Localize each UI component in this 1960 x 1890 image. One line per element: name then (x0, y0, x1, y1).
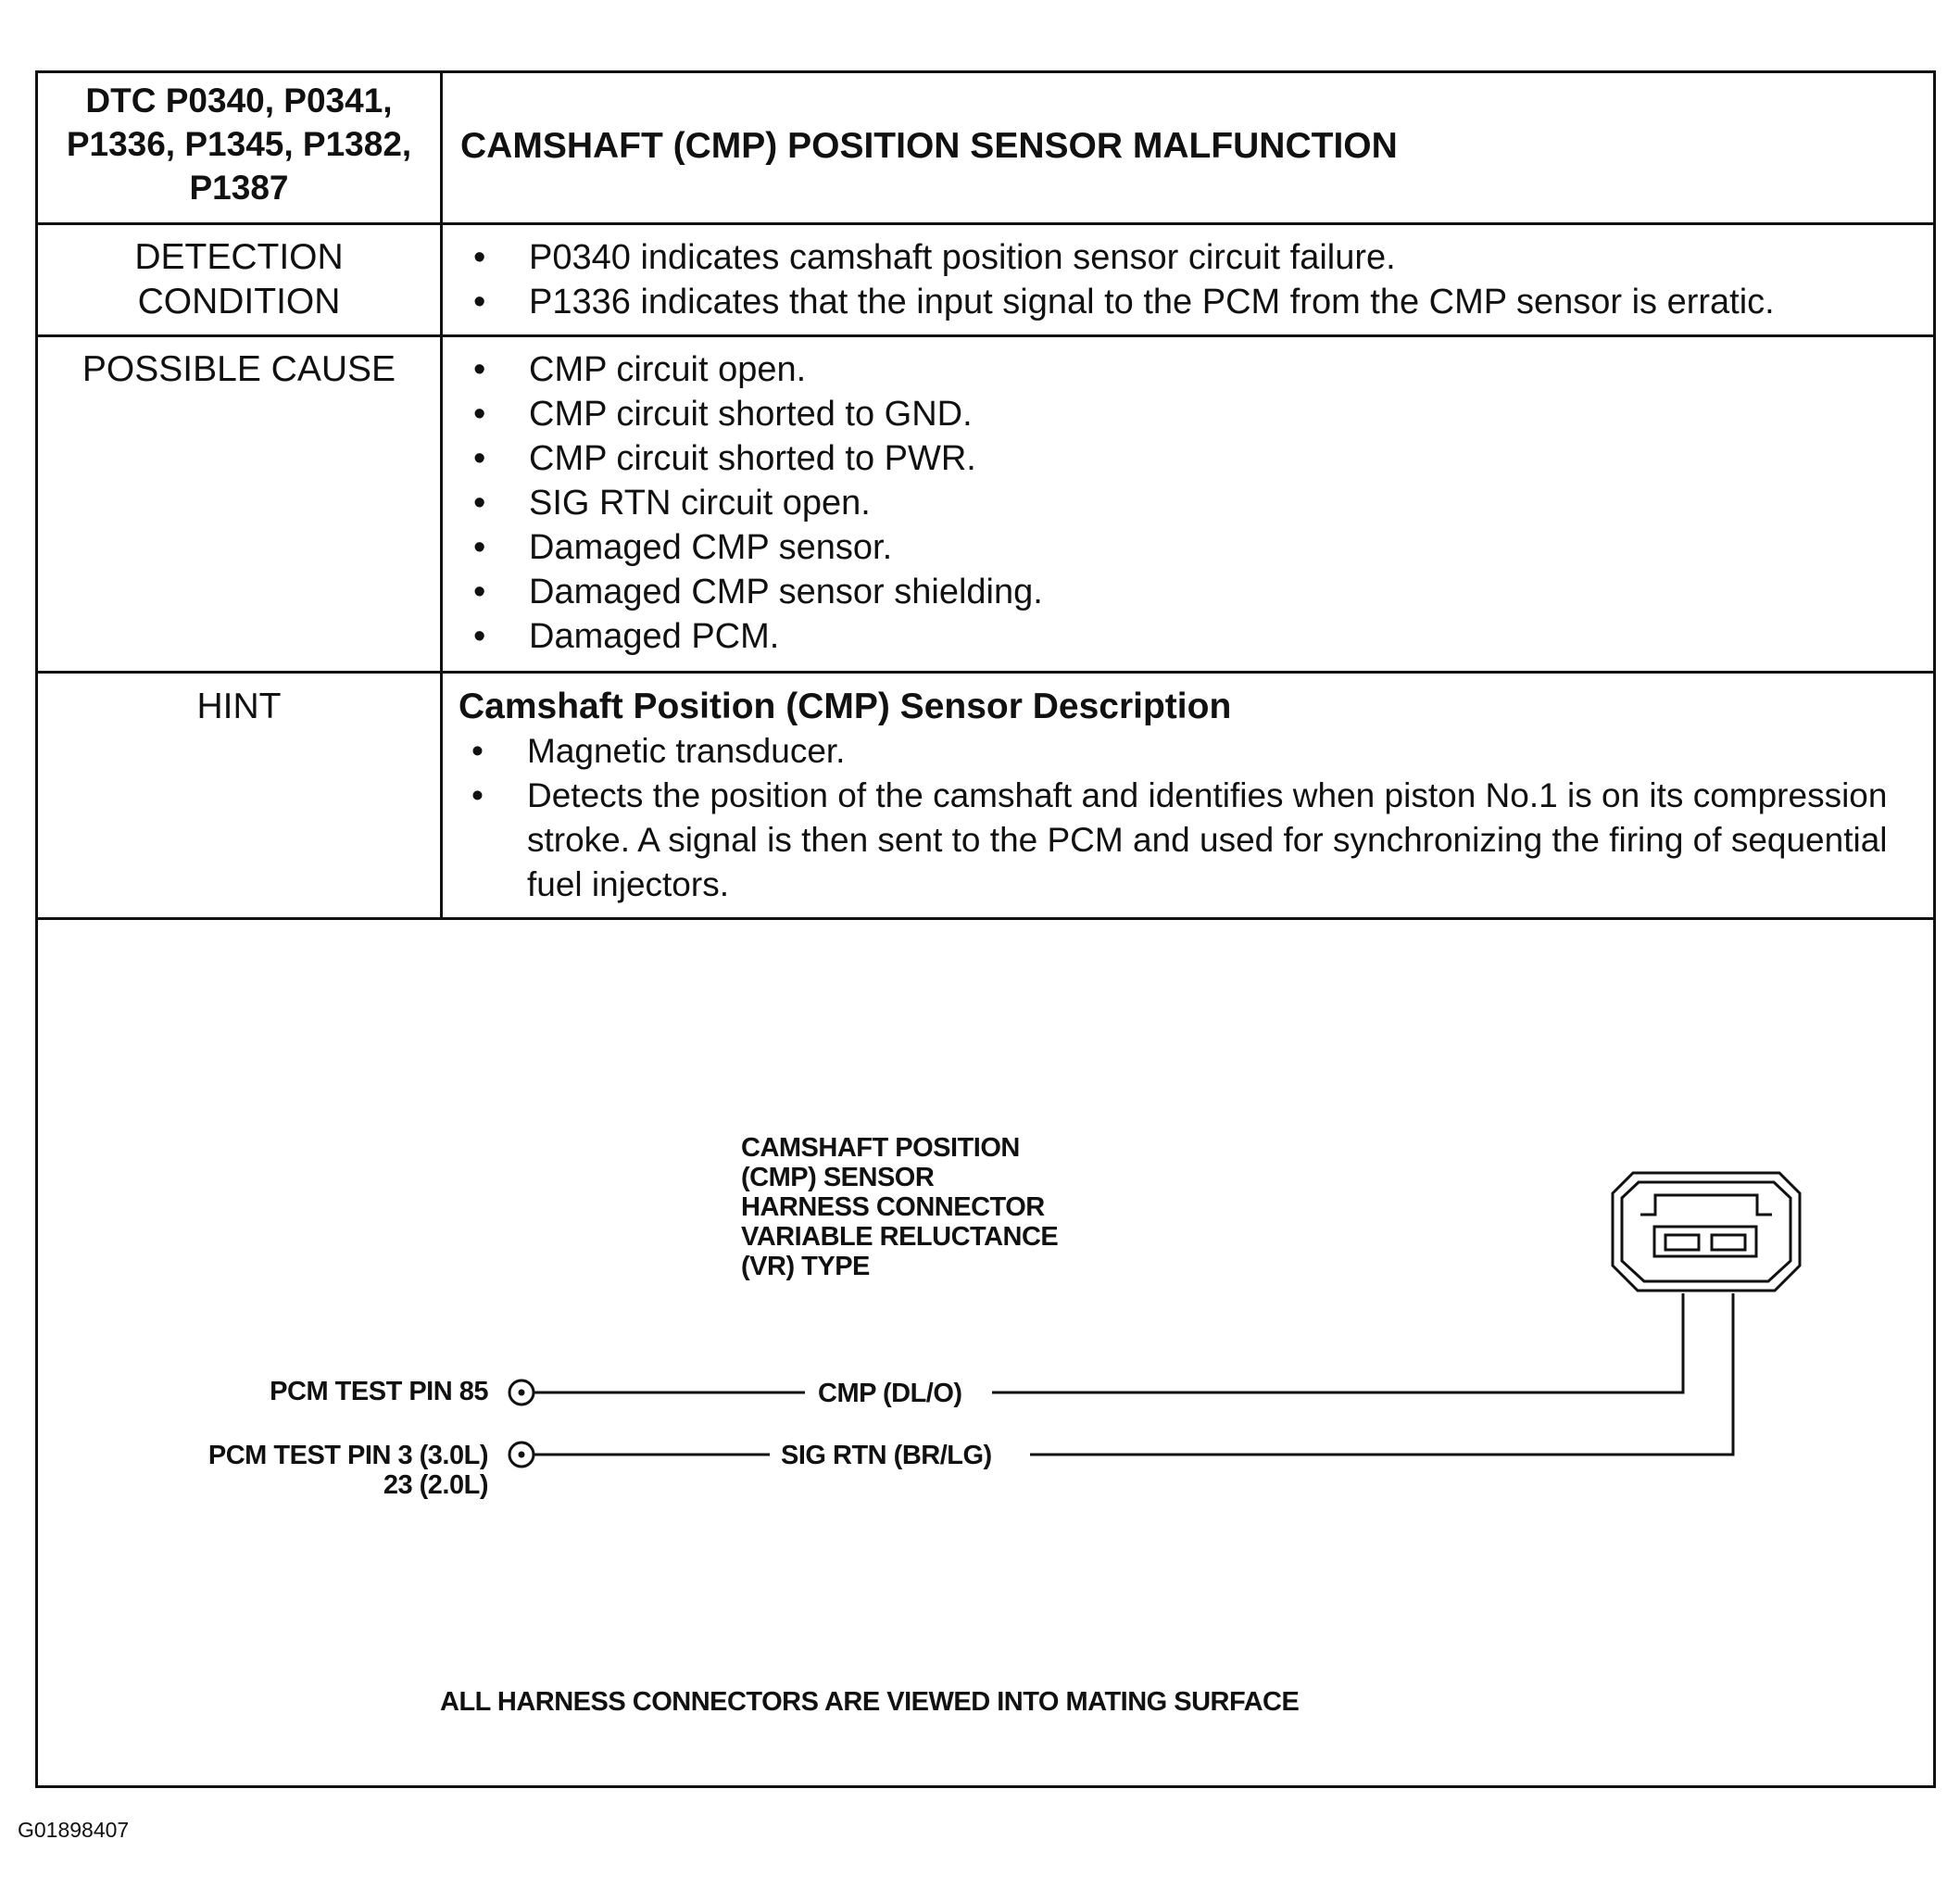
pin-label-line: 23 (2.0L) (383, 1470, 488, 1500)
row-divider (38, 671, 1933, 674)
figure-id: G01898407 (18, 1818, 130, 1842)
connector-pin-2-icon (1712, 1235, 1745, 1250)
connector-key-icon (1640, 1195, 1772, 1215)
dtc-codes-cell (38, 79, 440, 209)
hint-label (38, 685, 440, 729)
possible-cause-label (38, 347, 440, 392)
page-title: CAMSHAFT (CMP) POSITION SENSOR MALFUNCTION (460, 126, 1398, 166)
connector-housing-icon (1613, 1173, 1800, 1291)
label-line: DETECTION (134, 237, 344, 277)
list-item: • Damaged CMP sensor. (460, 525, 1924, 570)
hint-list (459, 729, 1926, 907)
list-item: • P0340 indicates camshaft position sensor circuit failure. (460, 235, 1924, 280)
test-pin-85-dot-icon (519, 1390, 525, 1396)
pin-label-line: PCM TEST PIN 3 (3.0L) (207, 1441, 488, 1470)
connector-label-line: (CMP) SENSOR (741, 1163, 935, 1192)
connector-inner-outline-icon (1622, 1182, 1790, 1281)
connector-label-line: HARNESS CONNECTOR (741, 1192, 1045, 1222)
list-item: • CMP circuit shorted to PWR. (460, 436, 1924, 481)
row-divider (38, 222, 1933, 225)
pcm-test-pin-85-label: PCM TEST PIN 85 (270, 1377, 488, 1406)
list-item: • Magnetic transducer. (459, 729, 1926, 774)
test-pin-3-dot-icon (519, 1452, 525, 1458)
hint-heading: Camshaft Position (CMP) Sensor Description (459, 687, 1232, 726)
detection-condition-label (38, 235, 440, 324)
list-item: • SIG RTN circuit open. (460, 481, 1924, 525)
list-item: • CMP circuit shorted to GND. (460, 392, 1924, 436)
connector-label-line: CAMSHAFT POSITION (741, 1133, 1020, 1163)
dtc-codes-line: P1387 (189, 169, 289, 207)
hint-cell (459, 685, 1926, 907)
sig-rtn-wire-label: SIG RTN (BR/LG) (781, 1441, 992, 1470)
connector-label-line: (VR) TYPE (741, 1252, 870, 1281)
label-line: POSSIBLE CAUSE (82, 349, 396, 389)
row-divider (38, 334, 1933, 337)
list-item: • Detects the position of the camshaft and identifies when piston No.1 is on its compression stroke. A signal is then sent to the PCM and used for synchronizing the firing of sequential fuel injectors. (459, 774, 1926, 907)
label-line: CONDITION (137, 282, 341, 321)
list-item: • CMP circuit open. (460, 347, 1924, 392)
list-item: • P1336 indicates that the input signal to the PCM from the CMP sensor is erratic. (460, 280, 1924, 324)
dtc-codes-line: DTC P0340, P0341, (85, 82, 393, 120)
connector-pin-1-icon (1665, 1235, 1699, 1250)
connector-label-line: VARIABLE RELUCTANCE (741, 1222, 1059, 1252)
detection-condition-list (460, 235, 1924, 324)
footer-note: ALL HARNESS CONNECTORS ARE VIEWED INTO MATING SURFACE (440, 1687, 1300, 1717)
possible-cause-cell (460, 347, 1924, 659)
possible-cause-list (460, 347, 1924, 659)
list-item: • Damaged PCM. (460, 614, 1924, 659)
column-divider (440, 73, 443, 920)
label-line: HINT (196, 687, 282, 726)
wiring-diagram (38, 920, 1933, 1785)
cmp-wire-label: CMP (DL/O) (818, 1379, 962, 1408)
detection-condition-cell (460, 235, 1924, 324)
list-item: • Damaged CMP sensor shielding. (460, 570, 1924, 614)
dtc-table (35, 70, 1936, 1788)
wiring-schematic (38, 920, 1933, 1785)
dtc-codes-line: P1336, P1345, P1382, (66, 125, 412, 163)
sig-rtn-wire-segment (1030, 1293, 1733, 1455)
connector-cavity-icon (1654, 1227, 1756, 1256)
cmp-wire-segment (992, 1293, 1683, 1392)
